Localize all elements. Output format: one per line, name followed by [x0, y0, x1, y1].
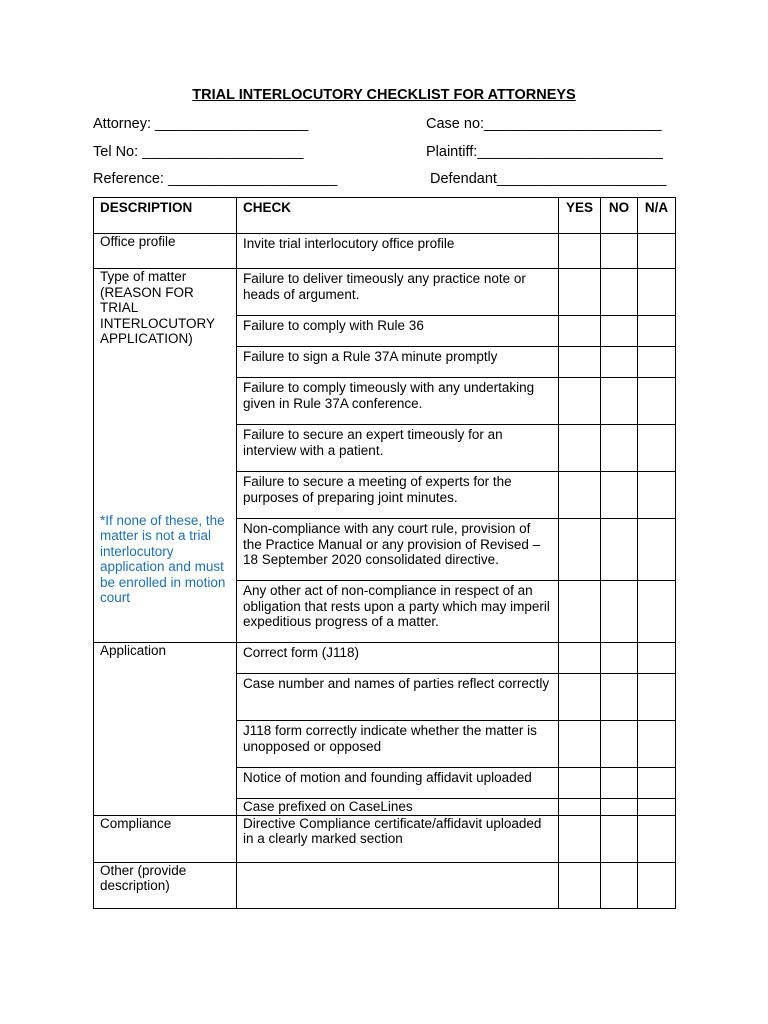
na-checkbox[interactable]: [638, 425, 676, 472]
type-of-matter-note: *If none of these, the matter is not a trial interlocutory application and must be enrolled in motion court: [100, 512, 226, 605]
yes-checkbox[interactable]: [559, 316, 601, 347]
header-description: DESCRIPTION: [94, 198, 237, 234]
na-checkbox[interactable]: [638, 472, 676, 519]
check-item: Case number and names of parties reflect correctly: [237, 674, 559, 721]
no-checkbox[interactable]: [601, 234, 638, 269]
yes-checkbox[interactable]: [559, 721, 601, 768]
case-no-field[interactable]: Case no:______________________: [426, 116, 662, 132]
na-checkbox[interactable]: [638, 815, 676, 862]
description-other: Other (provide description): [94, 862, 237, 908]
reference-field[interactable]: Reference: _____________________: [93, 171, 338, 187]
yes-checkbox[interactable]: [559, 643, 601, 674]
na-checkbox[interactable]: [638, 643, 676, 674]
table-header-row: [94, 198, 676, 234]
header-na: N/A: [638, 198, 676, 234]
description-compliance: Compliance: [94, 815, 237, 862]
no-checkbox[interactable]: [601, 643, 638, 674]
check-item: Case prefixed on CaseLines: [237, 799, 559, 816]
yes-checkbox[interactable]: [559, 799, 601, 816]
check-item: Directive Compliance certificate/affidavit uploaded in a clearly marked section: [237, 815, 559, 862]
yes-checkbox[interactable]: [559, 581, 601, 643]
header-yes: YES: [559, 198, 601, 234]
no-checkbox[interactable]: [601, 519, 638, 581]
yes-checkbox[interactable]: [559, 234, 601, 269]
yes-checkbox[interactable]: [559, 269, 601, 316]
no-checkbox[interactable]: [601, 378, 638, 425]
other-description-input[interactable]: [237, 862, 559, 908]
description-application: Application: [94, 643, 237, 816]
na-checkbox[interactable]: [638, 347, 676, 378]
no-checkbox[interactable]: [601, 269, 638, 316]
yes-checkbox[interactable]: [559, 519, 601, 581]
check-item: Failure to comply timeously with any undertaking given in Rule 37A conference.: [237, 378, 559, 425]
header-check: CHECK: [237, 198, 559, 234]
na-checkbox[interactable]: [638, 581, 676, 643]
na-checkbox[interactable]: [638, 519, 676, 581]
na-checkbox[interactable]: [638, 378, 676, 425]
yes-checkbox[interactable]: [559, 768, 601, 799]
no-checkbox[interactable]: [601, 347, 638, 378]
na-checkbox[interactable]: [638, 316, 676, 347]
plaintiff-field[interactable]: Plaintiff:_______________________: [426, 144, 663, 160]
defendant-field[interactable]: Defendant_____________________: [430, 171, 667, 187]
na-checkbox[interactable]: [638, 269, 676, 316]
description-office-profile: Office profile: [94, 234, 237, 269]
document-title: TRIAL INTERLOCUTORY CHECKLIST FOR ATTORNEYS: [192, 87, 576, 103]
check-item: Invite trial interlocutory office profile: [237, 234, 559, 269]
table-row: [94, 643, 676, 674]
na-checkbox[interactable]: [638, 768, 676, 799]
yes-checkbox[interactable]: [559, 378, 601, 425]
tel-no-field[interactable]: Tel No: ____________________: [93, 144, 304, 160]
check-item: Failure to comply with Rule 36: [237, 316, 559, 347]
yes-checkbox[interactable]: [559, 815, 601, 862]
na-checkbox[interactable]: [638, 862, 676, 908]
check-item: Correct form (J118): [237, 643, 559, 674]
no-checkbox[interactable]: [601, 799, 638, 816]
no-checkbox[interactable]: [601, 472, 638, 519]
header-no: NO: [601, 198, 638, 234]
check-item: Non-compliance with any court rule, provision of the Practice Manual or any provision of Revised – 18 September 2020 consolidated directive.: [237, 519, 559, 581]
check-item: Notice of motion and founding affidavit uploaded: [237, 768, 559, 799]
description-type-of-matter: [94, 269, 237, 643]
no-checkbox[interactable]: [601, 316, 638, 347]
yes-checkbox[interactable]: [559, 674, 601, 721]
check-item: J118 form correctly indicate whether the matter is unopposed or opposed: [237, 721, 559, 768]
no-checkbox[interactable]: [601, 768, 638, 799]
no-checkbox[interactable]: [601, 425, 638, 472]
check-item: Any other act of non-compliance in respect of an obligation that rests upon a party which may imperil expeditious progress of a matter.: [237, 581, 559, 643]
check-item: Failure to secure an expert timeously for an interview with a patient.: [237, 425, 559, 472]
attorney-field[interactable]: Attorney: ___________________: [93, 116, 309, 132]
table-row: [94, 234, 676, 269]
no-checkbox[interactable]: [601, 815, 638, 862]
check-item: Failure to deliver timeously any practice note or heads of argument.: [237, 269, 559, 316]
table-row: [94, 815, 676, 862]
yes-checkbox[interactable]: [559, 425, 601, 472]
na-checkbox[interactable]: [638, 234, 676, 269]
no-checkbox[interactable]: [601, 581, 638, 643]
no-checkbox[interactable]: [601, 862, 638, 908]
no-checkbox[interactable]: [601, 674, 638, 721]
check-item: Failure to secure a meeting of experts for the purposes of preparing joint minutes.: [237, 472, 559, 519]
table-row: [94, 269, 676, 316]
yes-checkbox[interactable]: [559, 862, 601, 908]
no-checkbox[interactable]: [601, 721, 638, 768]
yes-checkbox[interactable]: [559, 472, 601, 519]
na-checkbox[interactable]: [638, 674, 676, 721]
na-checkbox[interactable]: [638, 721, 676, 768]
check-item: Failure to sign a Rule 37A minute promptly: [237, 347, 559, 378]
yes-checkbox[interactable]: [559, 347, 601, 378]
table-row: [94, 862, 676, 908]
type-of-matter-label: Type of matter (REASON FOR TRIAL INTERLOCUTORY APPLICATION): [100, 269, 215, 346]
checklist-table: [93, 197, 676, 909]
na-checkbox[interactable]: [638, 799, 676, 816]
